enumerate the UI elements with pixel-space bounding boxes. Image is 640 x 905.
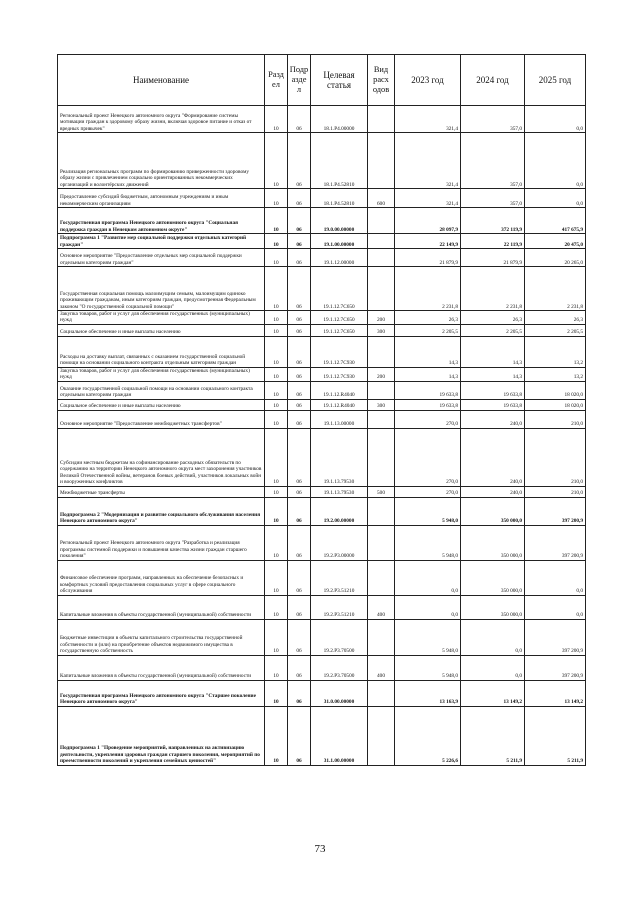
row-subsection: 06 <box>288 525 311 560</box>
header-year-2023: 2023 год <box>395 55 461 106</box>
row-section: 10 <box>265 410 288 428</box>
row-section: 10 <box>265 189 288 208</box>
row-target-article: 19.1.13.79530 <box>311 428 368 486</box>
row-name: Межбюджетные трансферты <box>58 486 265 497</box>
row-value-2025: 20 475,0 <box>525 234 586 249</box>
row-subsection: 06 <box>288 267 311 311</box>
row-value-2024: 0,0 <box>461 655 525 680</box>
row-value-2025: 18 020,0 <box>525 381 586 399</box>
row-section: 10 <box>265 324 288 336</box>
row-subsection: 06 <box>288 399 311 410</box>
row-value-2024: 5 211,9 <box>461 706 525 765</box>
row-subsection: 06 <box>288 486 311 497</box>
row-expense-type: 200 <box>368 367 395 381</box>
row-subsection: 06 <box>288 249 311 267</box>
row-name: Финансовое обеспечение программ, направленных на обеспечение безопасных и комфортных условий предоставления социальных услуг в сфере социального обслуживания <box>58 560 265 595</box>
row-value-2023: 5 948,0 <box>395 497 461 525</box>
row-subsection: 06 <box>288 595 311 619</box>
row-value-2025: 13,2 <box>525 367 586 381</box>
table-row <box>58 367 586 381</box>
row-expense-type <box>368 428 395 486</box>
row-section: 10 <box>265 311 288 325</box>
row-value-2025: 397 200,9 <box>525 655 586 680</box>
row-value-2025: 0,0 <box>525 560 586 595</box>
row-target-article: 31.0.00.00000 <box>311 680 368 706</box>
row-expense-type <box>368 619 395 655</box>
row-target-article: 19.2.Р3.00000 <box>311 525 368 560</box>
row-section: 10 <box>265 595 288 619</box>
row-value-2024: 22 119,9 <box>461 234 525 249</box>
row-value-2023: 14,3 <box>395 336 461 367</box>
row-value-2025: 210,0 <box>525 428 586 486</box>
row-expense-type <box>368 336 395 367</box>
row-name: Капитальные вложения в объекты государственной (муниципальной) собственности <box>58 595 265 619</box>
row-name: Подпрограмма 1 "Проведение мероприятий, направленных на активизацию деятельности, укрепления здоровья граждан старшего поколения, мероприятий по преемственности поколений и укрепления семейных ценностей" <box>58 706 265 765</box>
row-section: 10 <box>265 208 288 234</box>
row-name: Реализация региональных программ по формированию приверженности здоровому образу жизни с привлечением социально ориентированных некоммерческих организаций и волонтёрских движений <box>58 133 265 189</box>
row-value-2023: 270,0 <box>395 486 461 497</box>
row-section: 10 <box>265 381 288 399</box>
row-expense-type <box>368 106 395 133</box>
row-value-2025: 397 200,9 <box>525 525 586 560</box>
row-section: 10 <box>265 336 288 367</box>
budget-table-container <box>57 54 585 766</box>
header-year-2024: 2024 год <box>461 55 525 106</box>
header-target-article: Целевая статья <box>311 55 368 106</box>
row-value-2025: 417 675,9 <box>525 208 586 234</box>
table-body <box>58 106 586 766</box>
row-name: Социальное обеспечение и иные выплаты населению <box>58 324 265 336</box>
row-value-2025: 397 200,9 <box>525 619 586 655</box>
row-subsection: 06 <box>288 133 311 189</box>
row-expense-type: 300 <box>368 324 395 336</box>
row-target-article: 18.1.Р4.52810 <box>311 189 368 208</box>
row-name: Социальное обеспечение и иные выплаты населению <box>58 399 265 410</box>
row-value-2025: 2 231,8 <box>525 267 586 311</box>
row-subsection: 06 <box>288 560 311 595</box>
header-section: Разд ел <box>265 55 288 106</box>
row-name: Государственная социальная помощь малоимущим семьям, малоимущим одиноко проживающим гражданам, иным категориям граждан, предусмотренная Федеральным законом "О государственной социальной помощи" <box>58 267 265 311</box>
row-value-2024: 2 205,5 <box>461 324 525 336</box>
row-value-2024: 350 000,0 <box>461 595 525 619</box>
table-row <box>58 336 586 367</box>
row-value-2024: 240,0 <box>461 410 525 428</box>
table-header-row <box>58 55 586 106</box>
row-subsection: 06 <box>288 381 311 399</box>
row-value-2023: 0,0 <box>395 595 461 619</box>
row-value-2025: 0,0 <box>525 189 586 208</box>
row-value-2024: 2 231,8 <box>461 267 525 311</box>
row-value-2025: 13,2 <box>525 336 586 367</box>
row-target-article: 31.1.00.00000 <box>311 706 368 765</box>
row-value-2025: 0,0 <box>525 133 586 189</box>
row-subsection: 06 <box>288 706 311 765</box>
row-section: 10 <box>265 655 288 680</box>
row-value-2023: 2 205,5 <box>395 324 461 336</box>
row-section: 10 <box>265 525 288 560</box>
row-value-2025: 0,0 <box>525 595 586 619</box>
table-row <box>58 619 586 655</box>
row-target-article: 19.1.00.00000 <box>311 234 368 249</box>
table-row <box>58 560 586 595</box>
row-value-2023: 28 097,9 <box>395 208 461 234</box>
table-row <box>58 249 586 267</box>
row-name: Предоставление субсидий бюджетным, автономным учреждениям и иным некоммерческим организациям <box>58 189 265 208</box>
row-target-article: 19.1.12.7С650 <box>311 267 368 311</box>
row-expense-type: 500 <box>368 486 395 497</box>
row-value-2025: 13 149,2 <box>525 680 586 706</box>
row-value-2024: 357,0 <box>461 133 525 189</box>
row-name: Расходы на доставку выплат, связанных с оказанием государственной социальной помощи на основании социального контракта отдельным категориям граждан <box>58 336 265 367</box>
row-subsection: 06 <box>288 189 311 208</box>
row-expense-type <box>368 267 395 311</box>
row-name: Капитальные вложения в объекты государственной (муниципальной) собственности <box>58 655 265 680</box>
row-subsection: 06 <box>288 234 311 249</box>
row-expense-type: 200 <box>368 311 395 325</box>
row-value-2024: 357,0 <box>461 106 525 133</box>
row-subsection: 06 <box>288 655 311 680</box>
row-value-2023: 321,4 <box>395 189 461 208</box>
row-name: Основное мероприятие "Предоставление межбюджетных трансфертов" <box>58 410 265 428</box>
row-section: 10 <box>265 399 288 410</box>
row-subsection: 06 <box>288 311 311 325</box>
row-value-2024: 350 000,0 <box>461 497 525 525</box>
row-name: Основное мероприятие "Предоставление отдельных мер социальной поддержки отдельным категориям граждан" <box>58 249 265 267</box>
row-section: 10 <box>265 106 288 133</box>
row-name: Субсидии местным бюджетам на софинансирование расходных обязательств по содержанию на территории Ненецкого автономного округа мест захоронения участников Великой Отечественной войны, ветеранов боевых действий, участников локальных войн и вооруженных конфликтов <box>58 428 265 486</box>
header-name: Наименование <box>58 55 265 106</box>
table-row <box>58 189 586 208</box>
header-year-2025: 2025 год <box>525 55 586 106</box>
row-name: Региональный проект Ненецкого автономного округа "Формирование системы мотивации граждан к здоровому образу жизни, включая здоровое питание и отказ от вредных привычек" <box>58 106 265 133</box>
row-section: 10 <box>265 428 288 486</box>
row-subsection: 06 <box>288 367 311 381</box>
table-row <box>58 428 586 486</box>
row-value-2023: 270,0 <box>395 428 461 486</box>
table-row <box>58 410 586 428</box>
row-value-2024: 13 149,2 <box>461 680 525 706</box>
row-expense-type <box>368 133 395 189</box>
row-value-2023: 2 231,8 <box>395 267 461 311</box>
row-value-2024: 26,3 <box>461 311 525 325</box>
table-row <box>58 680 586 706</box>
row-value-2023: 0,0 <box>395 560 461 595</box>
row-target-article: 19.1.12.7С650 <box>311 311 368 325</box>
table-row <box>58 706 586 765</box>
row-name: Закупка товаров, работ и услуг для обеспечения государственных (муниципальных) нужд <box>58 311 265 325</box>
row-value-2024: 240,0 <box>461 428 525 486</box>
row-section: 10 <box>265 367 288 381</box>
row-target-article: 18.1.Р4.00000 <box>311 106 368 133</box>
row-section: 10 <box>265 133 288 189</box>
row-value-2024: 350 000,0 <box>461 560 525 595</box>
row-expense-type <box>368 249 395 267</box>
table-row <box>58 208 586 234</box>
row-name: Подпрограмма 1 "Развитие мер социальной поддержки отдельных категорий граждан" <box>58 234 265 249</box>
row-value-2023: 26,3 <box>395 311 461 325</box>
row-value-2023: 5 226,6 <box>395 706 461 765</box>
header-subsection: Подр азде л <box>288 55 311 106</box>
row-section: 10 <box>265 486 288 497</box>
row-value-2025: 397 200,9 <box>525 497 586 525</box>
row-value-2023: 5 948,0 <box>395 655 461 680</box>
table-row <box>58 595 586 619</box>
row-expense-type <box>368 208 395 234</box>
row-value-2023: 5 948,0 <box>395 525 461 560</box>
row-value-2023: 321,4 <box>395 133 461 189</box>
row-value-2025: 2 205,5 <box>525 324 586 336</box>
table-row <box>58 267 586 311</box>
row-target-article: 19.2.Р3.51210 <box>311 595 368 619</box>
row-section: 10 <box>265 619 288 655</box>
row-name: Закупка товаров, работ и услуг для обеспечения государственных (муниципальных) нужд <box>58 367 265 381</box>
row-target-article: 19.1.12.7С650 <box>311 324 368 336</box>
row-section: 10 <box>265 497 288 525</box>
row-target-article: 19.2.Р3.70500 <box>311 619 368 655</box>
row-value-2025: 210,0 <box>525 486 586 497</box>
row-section: 10 <box>265 680 288 706</box>
row-subsection: 06 <box>288 680 311 706</box>
table-row <box>58 497 586 525</box>
row-value-2023: 19 633,8 <box>395 399 461 410</box>
table-row <box>58 381 586 399</box>
row-expense-type <box>368 497 395 525</box>
row-expense-type <box>368 410 395 428</box>
row-target-article: 19.1.13.79530 <box>311 486 368 497</box>
row-name: Подпрограмма 2 "Модернизация и развитие социального обслуживания населения Ненецкого автономного округа" <box>58 497 265 525</box>
row-name: Бюджетные инвестиции в объекты капитального строительства государственной собственности и (или) на приобретение объектов недвижимого имущества в государственную собственность <box>58 619 265 655</box>
row-name: Оказание государственной социальной помощи на основании социального контракта отдельным категориям граждан <box>58 381 265 399</box>
row-subsection: 06 <box>288 619 311 655</box>
row-value-2023: 321,4 <box>395 106 461 133</box>
row-expense-type <box>368 706 395 765</box>
table-row <box>58 655 586 680</box>
row-target-article: 19.1.12.7С930 <box>311 367 368 381</box>
row-value-2024: 14,3 <box>461 367 525 381</box>
row-subsection: 06 <box>288 336 311 367</box>
row-expense-type: 400 <box>368 655 395 680</box>
row-value-2023: 19 633,8 <box>395 381 461 399</box>
row-value-2024: 240,0 <box>461 486 525 497</box>
row-value-2023: 5 948,0 <box>395 619 461 655</box>
table-row <box>58 133 586 189</box>
row-target-article: 19.1.13.00000 <box>311 410 368 428</box>
row-section: 10 <box>265 249 288 267</box>
table-row <box>58 311 586 325</box>
row-name: Государственная программа Ненецкого автономного округа "Социальная поддержка граждан в Ненецком автономном округе" <box>58 208 265 234</box>
row-subsection: 06 <box>288 428 311 486</box>
row-value-2023: 14,3 <box>395 367 461 381</box>
row-target-article: 19.1.12.R4040 <box>311 381 368 399</box>
row-expense-type <box>368 234 395 249</box>
row-expense-type <box>368 680 395 706</box>
row-expense-type: 400 <box>368 595 395 619</box>
row-section: 10 <box>265 560 288 595</box>
row-value-2023: 270,0 <box>395 410 461 428</box>
row-target-article: 19.2.Р3.51210 <box>311 560 368 595</box>
row-expense-type <box>368 560 395 595</box>
row-subsection: 06 <box>288 324 311 336</box>
row-value-2023: 13 163,9 <box>395 680 461 706</box>
row-target-article: 19.2.Р3.70500 <box>311 655 368 680</box>
row-value-2024: 0,0 <box>461 619 525 655</box>
row-section: 10 <box>265 234 288 249</box>
row-expense-type <box>368 381 395 399</box>
table-row <box>58 399 586 410</box>
table-row <box>58 234 586 249</box>
table-row <box>58 525 586 560</box>
row-target-article: 19.1.12.7С930 <box>311 336 368 367</box>
row-subsection: 06 <box>288 410 311 428</box>
header-expense-type: Вид расх одов <box>368 55 395 106</box>
row-value-2025: 20 265,0 <box>525 249 586 267</box>
row-value-2024: 21 879,9 <box>461 249 525 267</box>
row-value-2024: 19 633,8 <box>461 381 525 399</box>
row-value-2025: 5 211,9 <box>525 706 586 765</box>
row-name: Государственная программа Ненецкого автономного округа "Старшее поколение Ненецкого автономного округа" <box>58 680 265 706</box>
row-value-2023: 21 879,9 <box>395 249 461 267</box>
row-subsection: 06 <box>288 497 311 525</box>
page-number: 73 <box>314 843 326 855</box>
row-target-article: 19.1.12.00000 <box>311 249 368 267</box>
table-row <box>58 486 586 497</box>
row-target-article: 19.1.12.R4040 <box>311 399 368 410</box>
row-section: 10 <box>265 267 288 311</box>
row-value-2025: 0,0 <box>525 106 586 133</box>
row-subsection: 06 <box>288 106 311 133</box>
row-value-2024: 357,0 <box>461 189 525 208</box>
row-target-article: 19.0.00.00000 <box>311 208 368 234</box>
row-subsection: 06 <box>288 208 311 234</box>
row-expense-type: 300 <box>368 399 395 410</box>
row-expense-type <box>368 525 395 560</box>
row-value-2025: 26,3 <box>525 311 586 325</box>
row-name: Региональный проект Ненецкого автономного округа "Разработка и реализация программы системной поддержки и повышения качества жизни граждан старшего поколения" <box>58 525 265 560</box>
table-row <box>58 324 586 336</box>
row-value-2024: 350 000,0 <box>461 525 525 560</box>
row-value-2025: 210,0 <box>525 410 586 428</box>
row-value-2024: 19 633,8 <box>461 399 525 410</box>
row-target-article: 18.1.Р4.52810 <box>311 133 368 189</box>
row-value-2024: 14,3 <box>461 336 525 367</box>
budget-table <box>57 54 586 766</box>
row-value-2024: 372 119,9 <box>461 208 525 234</box>
row-target-article: 19.2.00.00000 <box>311 497 368 525</box>
row-value-2023: 22 149,9 <box>395 234 461 249</box>
table-row <box>58 106 586 133</box>
row-value-2025: 18 020,0 <box>525 399 586 410</box>
row-section: 10 <box>265 706 288 765</box>
row-expense-type: 600 <box>368 189 395 208</box>
